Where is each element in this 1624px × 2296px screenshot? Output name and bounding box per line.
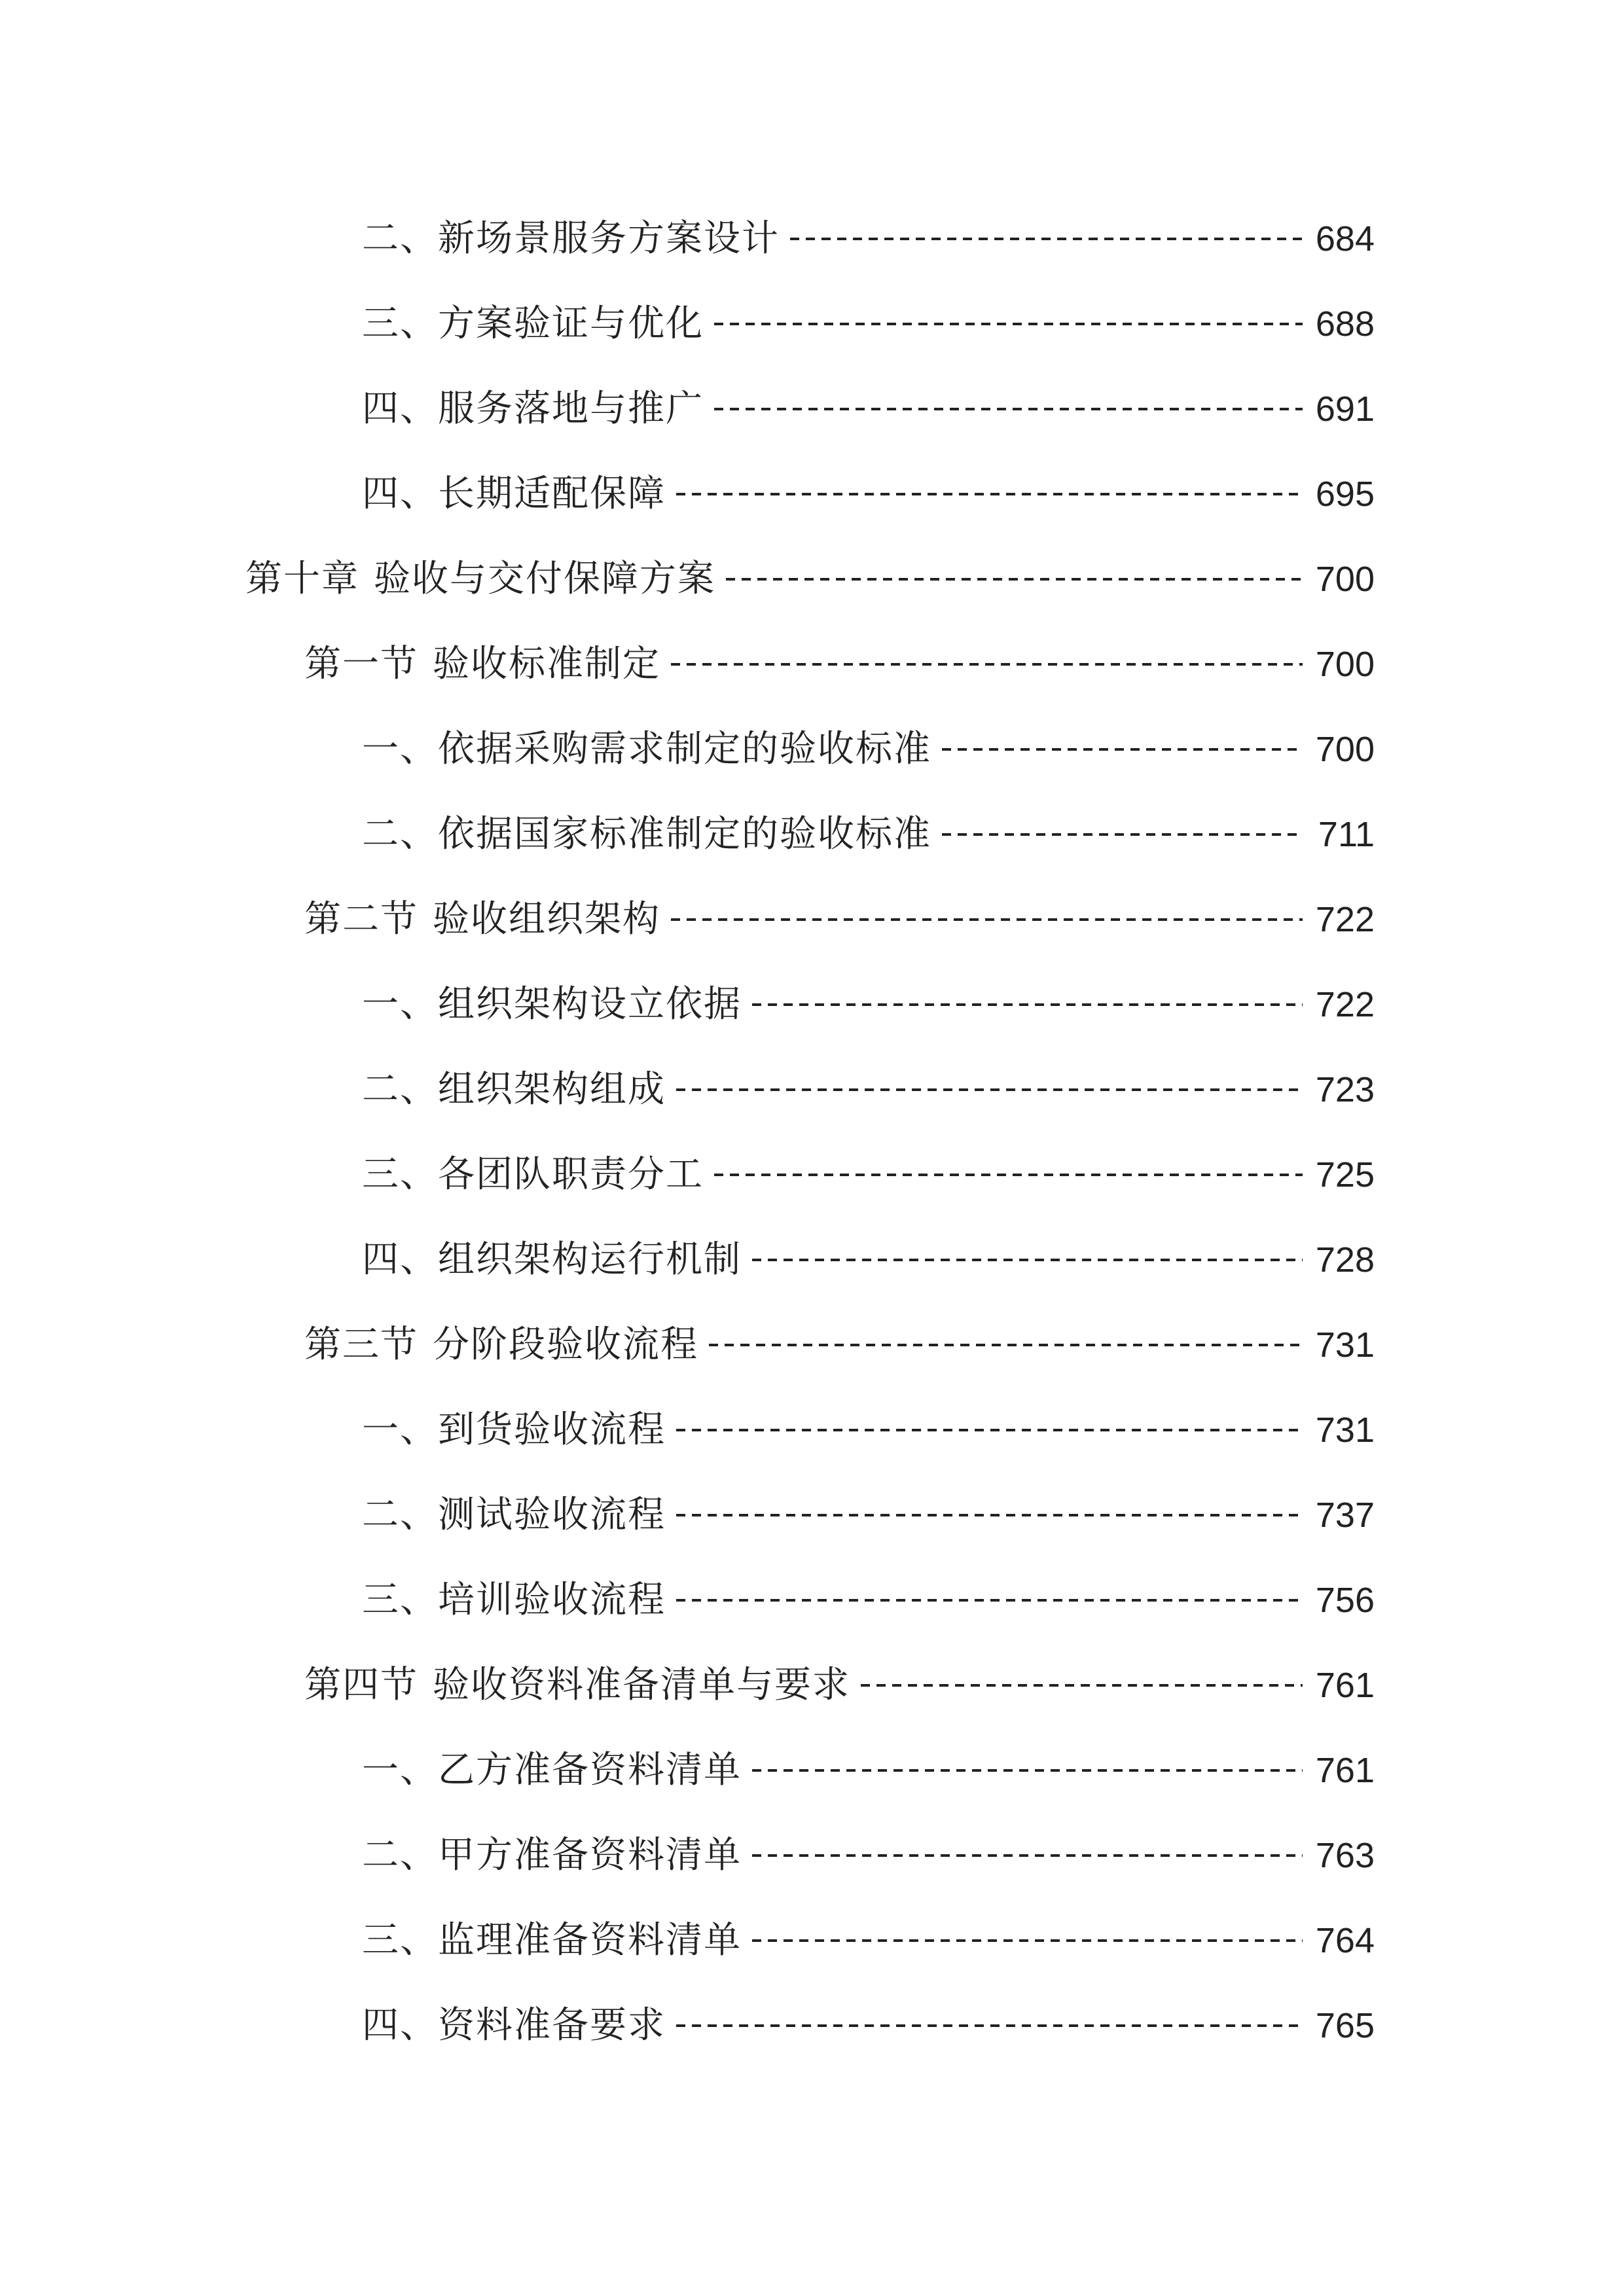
toc-dot-leader xyxy=(752,1939,1303,1942)
toc-page-number: 731 xyxy=(1315,1410,1375,1450)
toc-page-number: 764 xyxy=(1315,1921,1375,1960)
toc-dot-leader xyxy=(752,1854,1303,1857)
toc-entry-title: 四、长期适配保障 xyxy=(362,473,666,515)
table-of-contents xyxy=(0,196,1624,2068)
toc-section-number: 第三节 xyxy=(304,1323,418,1366)
toc-entry-title: 二、测试验收流程 xyxy=(362,1494,666,1536)
toc-entry-title: 一、到货验收流程 xyxy=(362,1408,666,1451)
toc-entry[interactable] xyxy=(0,1558,1624,1643)
toc-dot-leader xyxy=(861,1684,1303,1687)
toc-dot-leader xyxy=(676,2024,1303,2027)
toc-entry-title xyxy=(304,1323,698,1366)
toc-entry-title: 四、组织架构运行机制 xyxy=(362,1238,742,1281)
toc-entry-title: 三、培训验收流程 xyxy=(362,1579,666,1621)
toc-section-entry[interactable] xyxy=(0,1302,1624,1388)
toc-section-title: 验收标准制定 xyxy=(433,643,660,685)
toc-page-number: 722 xyxy=(1315,900,1375,939)
toc-entry[interactable] xyxy=(0,196,1624,281)
toc-section-number: 第二节 xyxy=(304,898,418,941)
toc-page-number: 700 xyxy=(1315,560,1375,599)
toc-page-number: 761 xyxy=(1315,1666,1375,1705)
toc-page-number: 731 xyxy=(1315,1325,1375,1365)
toc-dot-leader xyxy=(714,1174,1303,1176)
toc-dot-leader xyxy=(752,1259,1303,1261)
toc-dot-leader xyxy=(714,323,1303,325)
toc-page-number: 722 xyxy=(1315,985,1375,1024)
toc-entry-title: 三、监理准备资料清单 xyxy=(362,1919,742,1962)
toc-page-number: 695 xyxy=(1315,475,1375,514)
toc-entry[interactable] xyxy=(0,1217,1624,1302)
toc-dot-leader xyxy=(709,1344,1303,1346)
toc-page-number: 688 xyxy=(1315,304,1375,344)
toc-entry[interactable] xyxy=(0,281,1624,367)
toc-entry-title: 二、组织架构组成 xyxy=(362,1068,666,1111)
toc-page-number: 756 xyxy=(1315,1581,1375,1620)
toc-entry-title: 二、新场景服务方案设计 xyxy=(362,217,780,260)
toc-page-number: 700 xyxy=(1315,730,1375,769)
toc-entry-title xyxy=(304,1664,850,1706)
toc-dot-leader xyxy=(671,663,1303,666)
toc-page-number: 691 xyxy=(1315,389,1375,429)
toc-dot-leader xyxy=(676,1088,1303,1091)
toc-entry-title: 一、组织架构设立依据 xyxy=(362,983,742,1026)
toc-page-number: 737 xyxy=(1315,1496,1375,1535)
toc-dot-leader xyxy=(676,493,1303,495)
toc-section-number: 第四节 xyxy=(304,1664,418,1706)
toc-entry[interactable] xyxy=(0,1473,1624,1558)
toc-entry-title xyxy=(304,643,660,685)
toc-section-number: 第一节 xyxy=(304,643,418,685)
toc-page-number: 700 xyxy=(1315,645,1375,684)
toc-entry[interactable] xyxy=(0,1813,1624,1898)
toc-entry[interactable] xyxy=(0,1388,1624,1473)
toc-entry[interactable] xyxy=(0,792,1624,877)
toc-section-title: 分阶段验收流程 xyxy=(433,1323,698,1366)
toc-entry[interactable] xyxy=(0,1983,1624,2068)
toc-section-entry[interactable] xyxy=(0,622,1624,707)
toc-chapter-title: 验收与交付保障方案 xyxy=(374,558,715,600)
toc-page-number: 725 xyxy=(1315,1155,1375,1194)
toc-page-number: 728 xyxy=(1315,1240,1375,1280)
toc-page-number: 684 xyxy=(1315,219,1375,259)
toc-page-number: 763 xyxy=(1315,1836,1375,1875)
toc-dot-leader xyxy=(714,408,1303,410)
toc-dot-leader xyxy=(676,1429,1303,1431)
toc-section-title: 验收组织架构 xyxy=(433,898,660,941)
toc-page-number: 711 xyxy=(1318,815,1375,854)
toc-dot-leader xyxy=(752,1003,1303,1006)
toc-entry[interactable] xyxy=(0,452,1624,537)
toc-entry-title xyxy=(304,898,660,941)
toc-entry-title xyxy=(245,558,715,600)
toc-dot-leader xyxy=(726,578,1303,581)
toc-entry-title: 三、方案验证与优化 xyxy=(362,302,704,345)
toc-section-entry[interactable] xyxy=(0,877,1624,962)
toc-section-entry[interactable] xyxy=(0,1643,1624,1728)
toc-section-title: 验收资料准备清单与要求 xyxy=(433,1664,850,1706)
toc-dot-leader xyxy=(676,1514,1303,1516)
toc-entry[interactable] xyxy=(0,1132,1624,1217)
toc-entry[interactable] xyxy=(0,707,1624,792)
toc-entry[interactable] xyxy=(0,367,1624,452)
toc-dot-leader xyxy=(942,748,1303,751)
toc-entry-title: 四、资料准备要求 xyxy=(362,2004,666,2047)
toc-entry-title: 二、甲方准备资料清单 xyxy=(362,1834,742,1876)
toc-dot-leader xyxy=(790,238,1303,240)
toc-entry-title: 四、服务落地与推广 xyxy=(362,387,704,430)
toc-page-number: 761 xyxy=(1315,1751,1375,1790)
toc-page-number: 765 xyxy=(1315,2006,1375,2045)
toc-entry-title: 二、依据国家标准制定的验收标准 xyxy=(362,813,931,855)
toc-dot-leader xyxy=(676,1599,1303,1602)
toc-dot-leader xyxy=(752,1769,1303,1772)
toc-entry-title: 一、依据采购需求制定的验收标准 xyxy=(362,728,931,770)
toc-entry[interactable] xyxy=(0,1047,1624,1132)
toc-entry[interactable] xyxy=(0,1728,1624,1813)
toc-entry-title: 三、各团队职责分工 xyxy=(362,1153,704,1196)
toc-entry[interactable] xyxy=(0,962,1624,1047)
toc-entry-title: 一、乙方准备资料清单 xyxy=(362,1749,742,1791)
toc-entry[interactable] xyxy=(0,1898,1624,1983)
toc-chapter-number: 第十章 xyxy=(245,558,359,600)
toc-chapter-entry[interactable] xyxy=(0,537,1624,622)
toc-dot-leader xyxy=(942,833,1303,836)
toc-dot-leader xyxy=(671,918,1303,921)
toc-page-number: 723 xyxy=(1315,1070,1375,1109)
